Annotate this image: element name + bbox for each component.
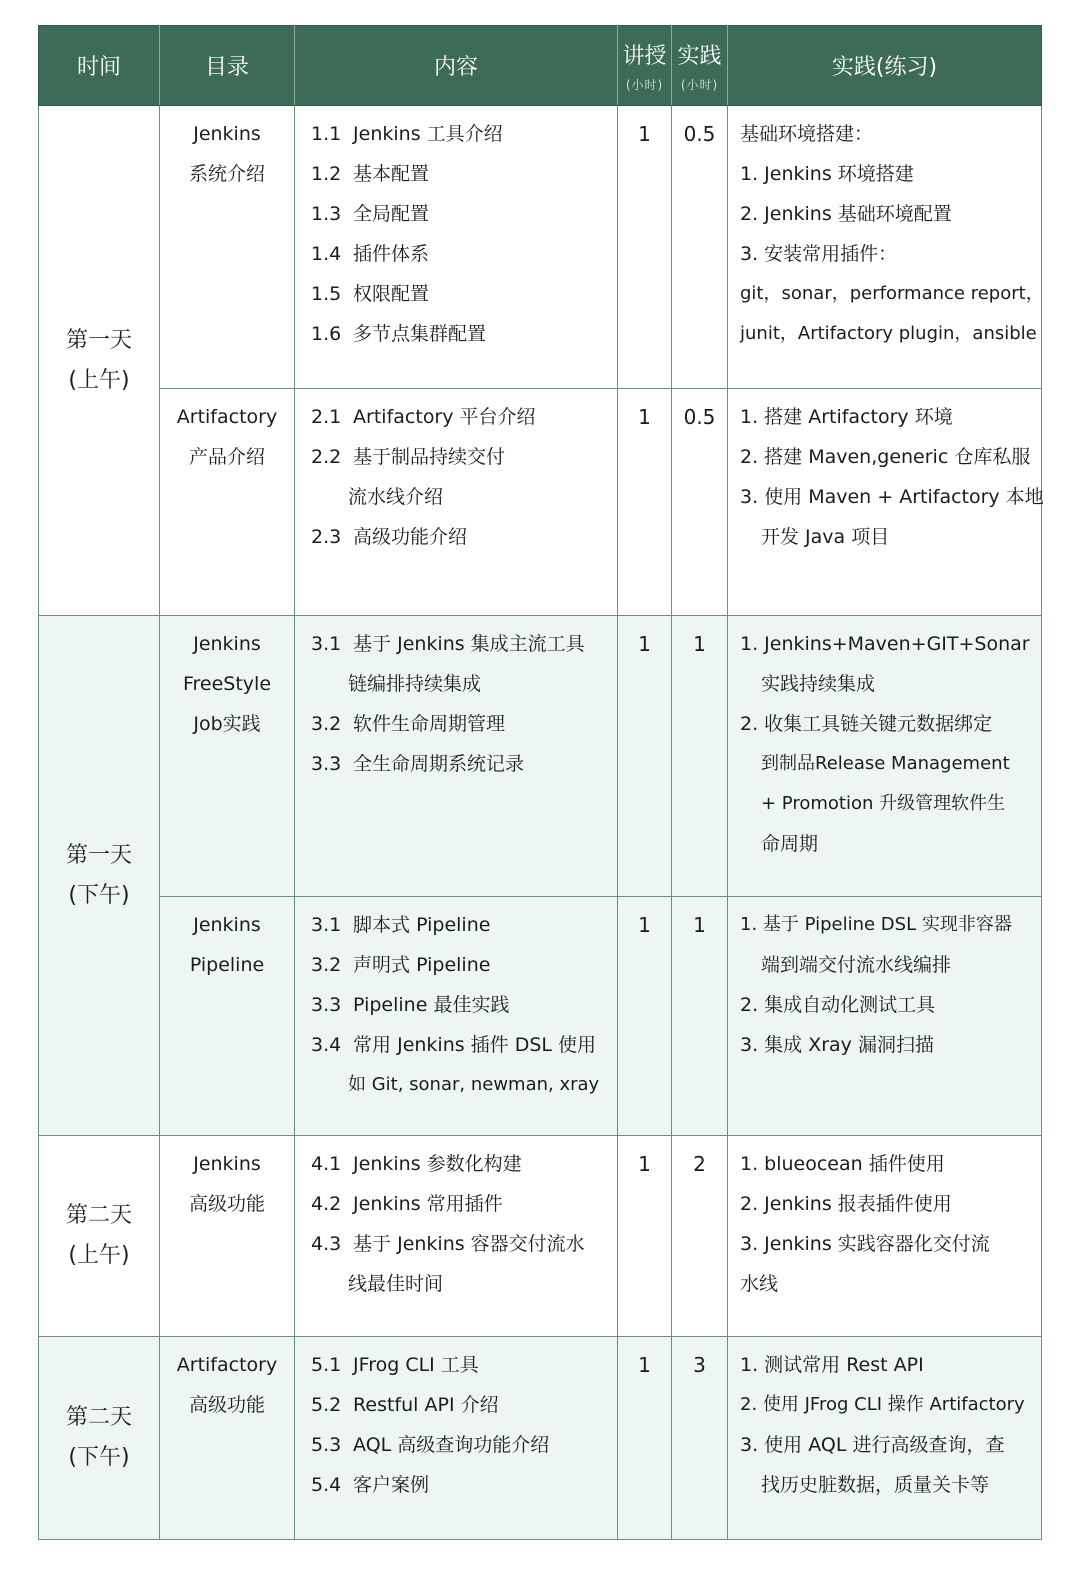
practice-hours: 0.5 xyxy=(672,389,728,616)
lecture-hours: 1 xyxy=(618,1136,672,1337)
content-cell: 4.1 Jenkins 参数化构建 4.2 Jenkins 常用插件 4.3 基于 Jenkins 容器交付流水 线最佳时间 xyxy=(295,1136,618,1337)
table-row xyxy=(39,1136,1042,1337)
lecture-hours: 1 xyxy=(618,389,672,616)
header-content: 内容 xyxy=(295,26,618,106)
practice-hours: 2 xyxy=(672,1136,728,1337)
practice-hours: 1 xyxy=(672,897,728,1136)
time-cell: 第一天 (上午) xyxy=(39,106,160,616)
lecture-hours: 1 xyxy=(618,897,672,1136)
category-cell: Jenkins 高级功能 xyxy=(160,1136,295,1337)
exercise-cell: 1. 测试常用 Rest API 2. 使用 JFrog CLI 操作 Artifactory 3. 使用 AQL 进行高级查询，查 找历史脏数据，质量关卡等 xyxy=(728,1337,1042,1540)
content-cell: 3.1 脚本式 Pipeline 3.2 声明式 Pipeline 3.3 Pipeline 最佳实践 3.4 常用 Jenkins 插件 DSL 使用 如 Git, sonar, newman, xray xyxy=(295,897,618,1136)
header-exercise: 实践(练习) xyxy=(728,26,1042,106)
practice-hours: 3 xyxy=(672,1337,728,1540)
table-row xyxy=(39,1337,1042,1540)
lecture-hours: 1 xyxy=(618,106,672,389)
table-row xyxy=(39,106,1042,389)
table-row xyxy=(39,616,1042,897)
exercise-cell: 1. Jenkins+Maven+GIT+Sonar 实践持续集成 2. 收集工具链关键元数据绑定 到制品Release Management + Promotion 升级管理软件生 命周期 xyxy=(728,616,1042,897)
training-schedule-table xyxy=(38,25,1042,1540)
table-row xyxy=(39,897,1042,1136)
table-row xyxy=(39,389,1042,616)
schedule-table-wrapper xyxy=(38,25,1044,1540)
category-cell: Jenkins 系统介绍 xyxy=(160,106,295,389)
content-cell: 1.1 Jenkins 工具介绍 1.2 基本配置 1.3 全局配置 1.4 插件体系 1.5 权限配置 1.6 多节点集群配置 xyxy=(295,106,618,389)
header-row xyxy=(39,26,1042,106)
header-practice: 实践 (小时) xyxy=(672,26,728,106)
exercise-cell: 基础环境搭建： 1. Jenkins 环境搭建 2. Jenkins 基础环境配置 3. 安装常用插件： git，sonar，performance report， junit，Artifactory plugin，ansible xyxy=(728,106,1042,389)
exercise-cell: 1. blueocean 插件使用 2. Jenkins 报表插件使用 3. Jenkins 实践容器化交付流 水线 xyxy=(728,1136,1042,1337)
time-cell: 第二天 (下午) xyxy=(39,1337,160,1540)
lecture-hours: 1 xyxy=(618,1337,672,1540)
category-cell: Artifactory 高级功能 xyxy=(160,1337,295,1540)
category-cell: Jenkins Pipeline xyxy=(160,897,295,1136)
content-cell: 5.1 JFrog CLI 工具 5.2 Restful API 介绍 5.3 AQL 高级查询功能介绍 5.4 客户案例 xyxy=(295,1337,618,1540)
content-cell: 3.1 基于 Jenkins 集成主流工具 链编排持续集成 3.2 软件生命周期管理 3.3 全生命周期系统记录 xyxy=(295,616,618,897)
time-cell: 第一天 (下午) xyxy=(39,616,160,1136)
lecture-hours: 1 xyxy=(618,616,672,897)
time-cell: 第二天 (上午) xyxy=(39,1136,160,1337)
header-category: 目录 xyxy=(160,26,295,106)
category-cell: Jenkins FreeStyle Job实践 xyxy=(160,616,295,897)
practice-hours: 1 xyxy=(672,616,728,897)
exercise-cell: 1. 搭建 Artifactory 环境 2. 搭建 Maven,generic 仓库私服 3. 使用 Maven + Artifactory 本地 开发 Java 项目 xyxy=(728,389,1042,616)
content-cell: 2.1 Artifactory 平台介绍 2.2 基于制品持续交付 流水线介绍 2.3 高级功能介绍 xyxy=(295,389,618,616)
header-lecture: 讲授 (小时) xyxy=(618,26,672,106)
header-time: 时间 xyxy=(39,26,160,106)
exercise-cell: 1. 基于 Pipeline DSL 实现非容器 端到端交付流水线编排 2. 集成自动化测试工具 3. 集成 Xray 漏洞扫描 xyxy=(728,897,1042,1136)
practice-hours: 0.5 xyxy=(672,106,728,389)
category-cell: Artifactory 产品介绍 xyxy=(160,389,295,616)
